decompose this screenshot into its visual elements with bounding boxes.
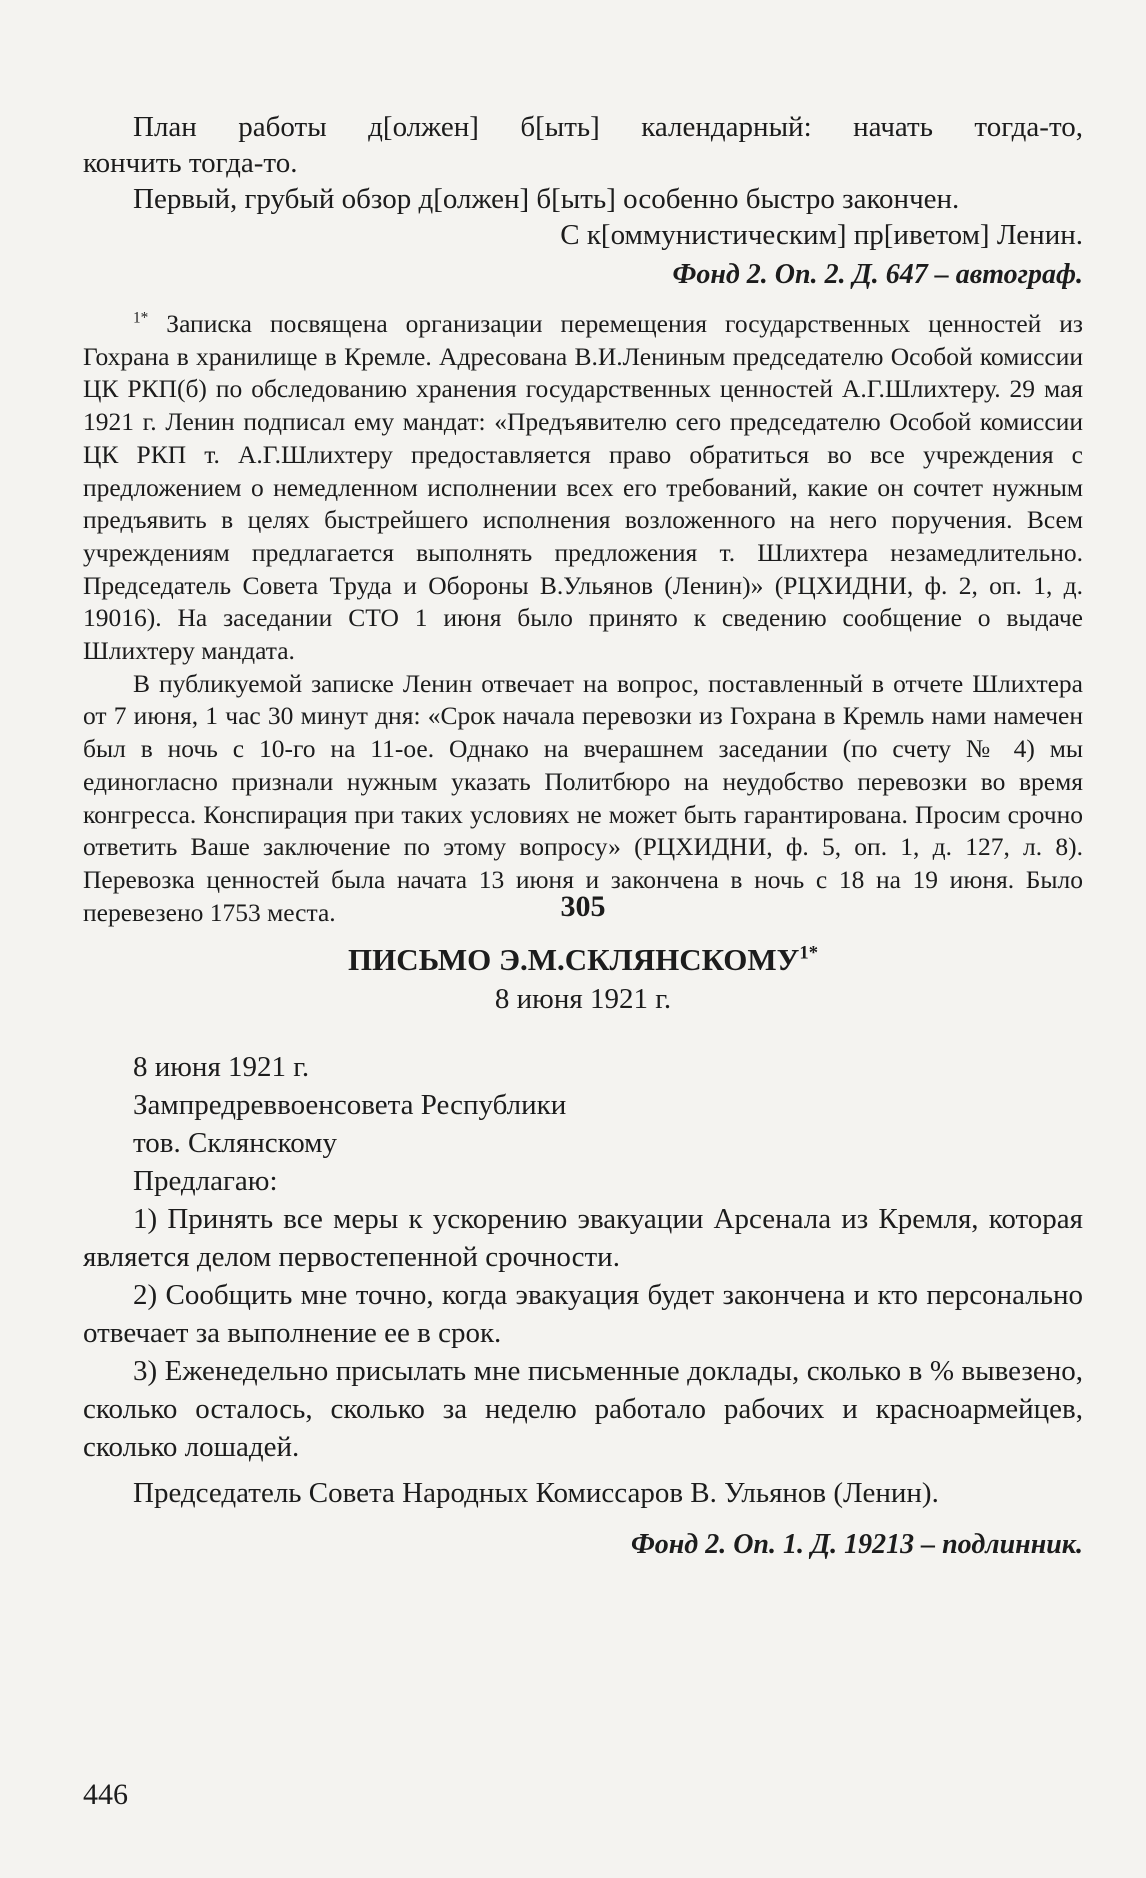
page-number: 446 (83, 1778, 128, 1811)
document-title-marker: 1* (799, 942, 819, 964)
letter-addressee-2: тов. Склянскому (133, 1127, 338, 1159)
top-source: Фонд 2. Оп. 2. Д. 647 – автограф. (672, 259, 1083, 290)
footnote-block (83, 308, 1083, 929)
footnote-text-1: Записка посвящена организации перемещения государственных ценностей из Гохрана в хранилище в Кремле. Адресована В.И.Лениным председателю Особой комиссии ЦК РКП(б) по обследованию хранения государственных ценностей А.Г.Шлихтеру. 29 мая 1921 г. Ленин подписал ему мандат: «Предъявителю сего председателю Особой комиссии ЦК РКП т. А.Г.Шлихтеру предоставляется право обратиться во все учреждения с предложением о немедленном исполнении всех его требований, какие он сочтет нужным предъявить в целях быстрейшего исполнения возложенного на него поручения. Всем учреждениям предлагается выполнять предложения т. Шлихтера незамедлительно. Председатель Совета Труда и Обороны В.Ульянов (Ленин)» (РЦХИДНИ, ф. 2, оп. 1, д. 19016). На заседании СТО 1 июня было принято к сведению сообщение о выдаче Шлихтеру мандата. (83, 309, 1083, 666)
letter-item-1: 1) Принять все меры к ускорению эвакуации Арсенала из Кремля, которая является делом первостепенной срочности. (83, 1203, 1083, 1273)
document-title (83, 940, 1083, 980)
letter-date: 8 июня 1921 г. (133, 1051, 310, 1083)
document-block (83, 888, 1083, 1564)
letter-intro: Предлагаю: (133, 1165, 278, 1197)
letter-addressee-1: Зампредреввоенсовета Республики (133, 1089, 567, 1121)
letter-signature: Председатель Совета Народных Комиссаров В. Ульянов (Ленин). (133, 1477, 939, 1509)
letter-item-3: 3) Еженедельно присылать мне письменные доклады, сколько в % вывезено, сколько осталось, сколько за неделю работало рабочих и красноармейцев, сколько лошадей. (83, 1355, 1083, 1463)
top-line-3: Первый, грубый обзор д[олжен] б[ыть] особенно быстро закончен. (133, 183, 960, 215)
footnote-para-1 (83, 308, 1083, 668)
top-signature: С к[оммунистическим] пр[иветом] Ленин. (560, 219, 1083, 251)
footnote-para-2: В публикуемой записке Ленин отвечает на вопрос, поставленный в отчете Шлихтера от 7 июня, 1 час 30 минут дня: «Срок начала перевозки из Гохрана в Кремль нами намечен был в ночь с 10-го на 11-ое. Однако на вчерашнем заседании (по счету № 4) мы единогласно признали нужным указать Политбюро на неудобство перевозки во время конгресса. Конспирация при таких условиях не может быть гарантирована. Просим срочно ответить Ваше заключение по этому вопросу» (РЦХИДНИ, ф. 5, оп. 1, д. 127, л. 8). Перевозка ценностей была начата 13 июня и закончена в ночь с 18 на 19 июня. Было перевезено 1753 места. (83, 668, 1083, 927)
footnote-marker: 1* (133, 309, 149, 327)
top-line-2: кончить тогда-то. (83, 147, 298, 179)
letter-source: Фонд 2. Оп. 1. Д. 19213 – подлинник. (630, 1529, 1083, 1560)
document-title-text: ПИСЬМО Э.М.СКЛЯНСКОМУ (347, 942, 800, 977)
document-date: 8 июня 1921 г. (494, 983, 672, 1015)
letter-item-2: 2) Сообщить мне точно, когда эвакуация будет закончена и кто персонально отвечает за выполнение ее в срок. (83, 1279, 1083, 1349)
top-line-1: План работы д[олжен] б[ыть] календарный: начать тогда-то, (133, 111, 1083, 143)
document-number: 305 (560, 890, 606, 923)
